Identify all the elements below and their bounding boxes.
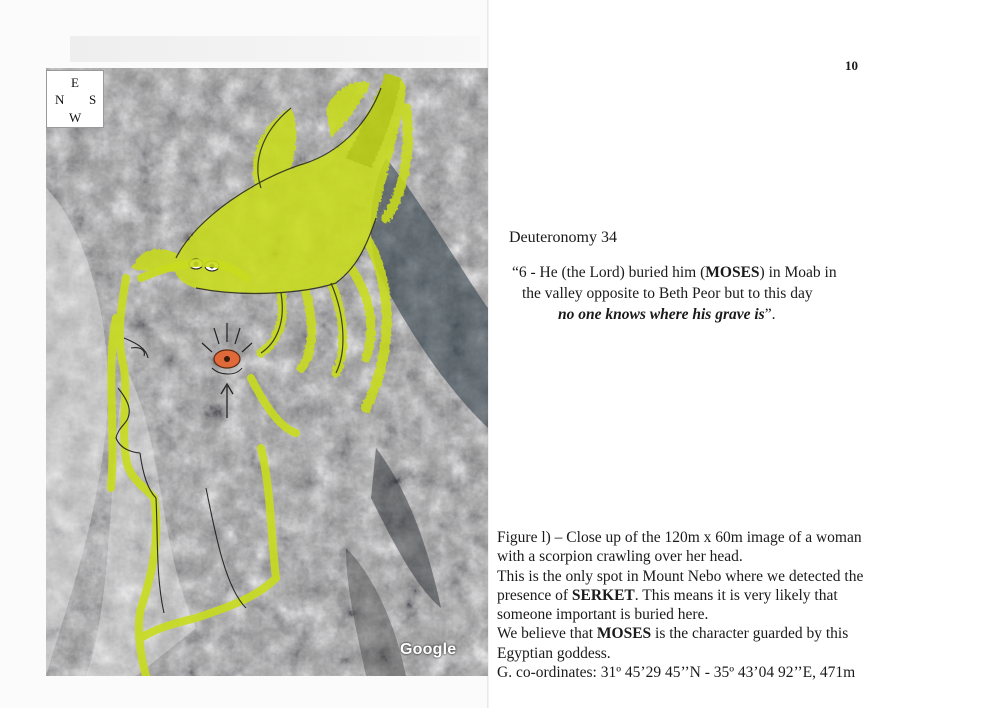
caption-line-2: with a scorpion crawling over her head.	[497, 548, 743, 566]
quote-line-2: the valley opposite to Beth Peor but to this day	[522, 285, 813, 302]
compass-top-label: E	[71, 75, 79, 90]
google-logo-icon: Google	[400, 641, 457, 658]
page-number: 10	[845, 58, 858, 73]
scan-header-noise	[70, 36, 480, 62]
caption-line-3: This is the only spot in Mount Nebo where we detected the	[497, 567, 864, 585]
compass-left-label: N	[55, 92, 65, 107]
caption-line-5: someone important is buried here.	[497, 606, 709, 624]
satellite-image	[46, 68, 488, 676]
scripture-reference: Deuteronomy 34	[509, 229, 617, 246]
compass-right-label: S	[89, 92, 97, 107]
caption-line-1: Figure l) – Close up of the 120m x 60m image of a woman	[497, 529, 862, 546]
caption-line-7: Egyptian goddess.	[497, 644, 611, 662]
quote-line-3: no one knows where his grave is”.	[558, 306, 776, 323]
caption-line-6: We believe that MOSES is the character guarded by this	[497, 625, 849, 643]
caption-coordinates: G. co-ordinates: 31º 45’29 45’’N - 35º 43’04 92’’E, 471m	[497, 664, 856, 682]
compass-rose-icon	[46, 70, 104, 128]
scripture-quote	[512, 262, 872, 325]
compass-bottom-label: W	[69, 110, 82, 125]
figure-caption	[497, 528, 917, 682]
quote-line-1: “6 - He (the Lord) buried him (MOSES) in Moab in	[512, 264, 837, 281]
caption-line-4: presence of SERKET. This means it is very likely that	[497, 586, 838, 604]
